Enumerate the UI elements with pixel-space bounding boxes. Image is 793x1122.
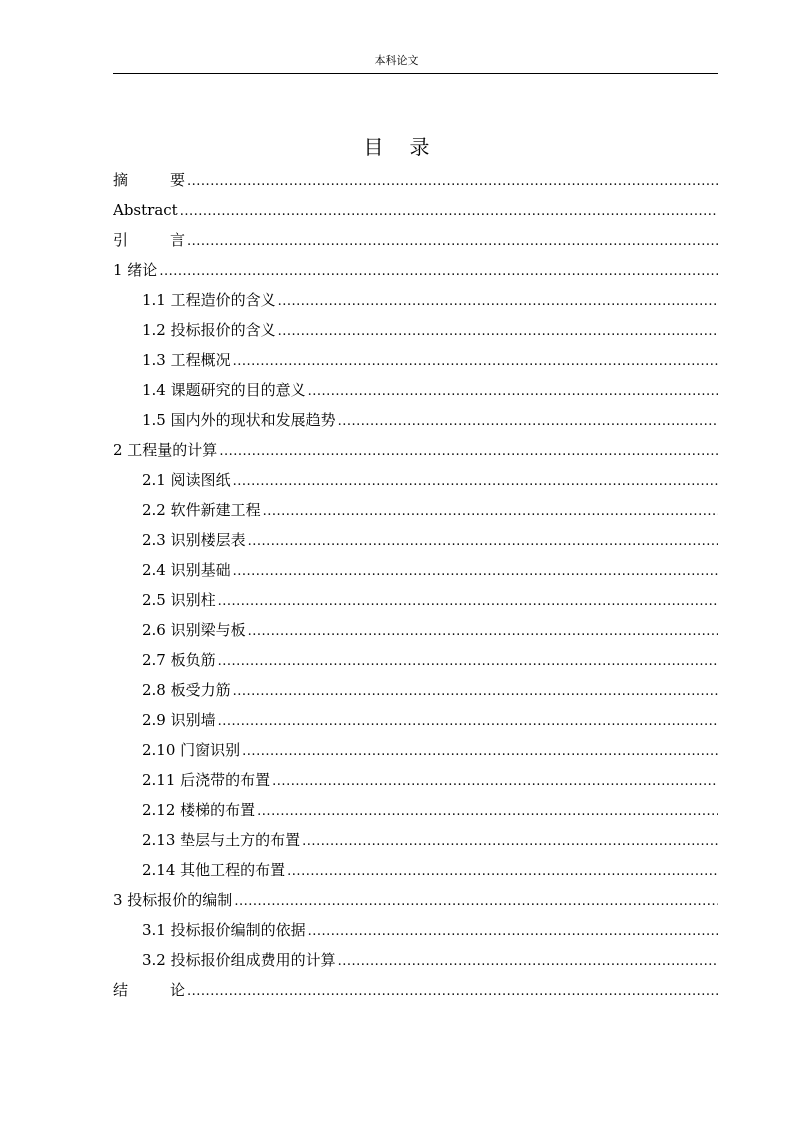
toc-dot-leader — [272, 767, 718, 795]
toc-dot-leader — [218, 647, 718, 675]
toc-dot-leader — [338, 407, 718, 435]
header-rule — [113, 73, 718, 74]
toc-entry[interactable] — [113, 285, 718, 315]
toc-dot-leader — [233, 467, 718, 495]
toc-entry-label: 结论 — [113, 981, 186, 999]
toc-entry-label: 2.7 板负筋 — [142, 651, 216, 669]
toc-entry[interactable] — [113, 975, 718, 1005]
toc-dot-leader — [338, 947, 718, 975]
toc-entry[interactable] — [113, 555, 718, 585]
toc-dot-leader — [257, 797, 718, 825]
toc-dot-leader — [233, 677, 718, 705]
toc-entry-label: 1 绪论 — [113, 261, 158, 279]
toc-entry[interactable] — [113, 375, 718, 405]
toc-entry-label: 2.5 识别柱 — [142, 591, 216, 609]
toc-entry[interactable] — [113, 495, 718, 525]
toc-entry-label: 引言 — [113, 231, 186, 249]
toc-entry[interactable] — [113, 525, 718, 555]
toc-dot-leader — [263, 497, 718, 525]
toc-entry-label: Abstract — [113, 201, 178, 219]
toc-entry-label: 3 投标报价的编制 — [113, 891, 233, 909]
toc-entry-label: 2.12 楼梯的布置 — [142, 801, 256, 819]
toc-entry[interactable] — [113, 315, 718, 345]
toc-dot-leader — [233, 347, 718, 375]
toc-entry-label: 1.4 课题研究的目的意义 — [142, 381, 306, 399]
toc-entry[interactable] — [113, 195, 718, 225]
toc-entry[interactable] — [113, 345, 718, 375]
toc-entry[interactable] — [113, 255, 718, 285]
toc-entry-label: 1.3 工程概况 — [142, 351, 231, 369]
toc-dot-leader — [159, 257, 718, 285]
toc-dot-leader — [219, 437, 718, 465]
toc-entry-label: 摘要 — [113, 171, 186, 189]
toc-entry[interactable] — [113, 405, 718, 435]
toc-entry-label: 1.2 投标报价的含义 — [142, 321, 276, 339]
toc-dot-leader — [234, 887, 718, 915]
toc-entry-label: 3.1 投标报价编制的依据 — [142, 921, 306, 939]
toc-entry[interactable] — [113, 795, 718, 825]
toc-entry[interactable] — [113, 225, 718, 255]
toc-dot-leader — [278, 317, 718, 345]
toc-entry-label: 2.9 识别墙 — [142, 711, 216, 729]
toc-entry[interactable] — [113, 825, 718, 855]
toc-entry-label: 1.1 工程造价的含义 — [142, 291, 276, 309]
toc-dot-leader — [248, 617, 718, 645]
toc-entry[interactable] — [113, 615, 718, 645]
toc-dot-leader — [218, 587, 718, 615]
toc-entry[interactable] — [113, 705, 718, 735]
toc-entry-label: 2.8 板受力筋 — [142, 681, 231, 699]
toc-entry-label: 2.11 后浇带的布置 — [142, 771, 271, 789]
toc-entry-label: 2.2 软件新建工程 — [142, 501, 261, 519]
toc-dot-leader — [180, 197, 718, 225]
toc-dot-leader — [308, 917, 718, 945]
toc-dot-leader — [242, 737, 718, 765]
toc-dot-leader — [302, 827, 718, 855]
toc-entry-label: 2.13 垫层与土方的布置 — [142, 831, 301, 849]
table-of-contents — [113, 165, 718, 1005]
toc-entry[interactable] — [113, 855, 718, 885]
toc-dot-leader — [187, 977, 718, 1005]
toc-entry[interactable] — [113, 435, 718, 465]
toc-entry-label: 2.14 其他工程的布置 — [142, 861, 286, 879]
toc-entry[interactable] — [113, 885, 718, 915]
toc-entry[interactable] — [113, 165, 718, 195]
toc-entry[interactable] — [113, 675, 718, 705]
toc-title: 目录 — [363, 135, 456, 159]
toc-dot-leader — [308, 377, 718, 405]
toc-dot-leader — [218, 707, 718, 735]
toc-dot-leader — [187, 227, 718, 255]
toc-dot-leader — [278, 287, 718, 315]
toc-dot-leader — [187, 167, 718, 195]
toc-entry-label: 1.5 国内外的现状和发展趋势 — [142, 411, 336, 429]
toc-entry[interactable] — [113, 465, 718, 495]
toc-dot-leader — [248, 527, 718, 555]
page-header: 本科论文 — [374, 54, 419, 67]
toc-entry-label: 2.1 阅读图纸 — [142, 471, 231, 489]
toc-entry[interactable] — [113, 765, 718, 795]
toc-dot-leader — [233, 557, 718, 585]
toc-entry-label: 2.3 识别楼层表 — [142, 531, 246, 549]
toc-entry-label: 2.4 识别基础 — [142, 561, 231, 579]
toc-entry[interactable] — [113, 945, 718, 975]
toc-entry-label: 3.2 投标报价组成费用的计算 — [142, 951, 336, 969]
toc-entry-label: 2 工程量的计算 — [113, 441, 218, 459]
toc-entry-label: 2.6 识别梁与板 — [142, 621, 246, 639]
toc-entry-label: 2.10 门窗识别 — [142, 741, 241, 759]
toc-dot-leader — [287, 857, 718, 885]
toc-entry[interactable] — [113, 915, 718, 945]
toc-entry[interactable] — [113, 645, 718, 675]
toc-entry[interactable] — [113, 585, 718, 615]
toc-entry[interactable] — [113, 735, 718, 765]
